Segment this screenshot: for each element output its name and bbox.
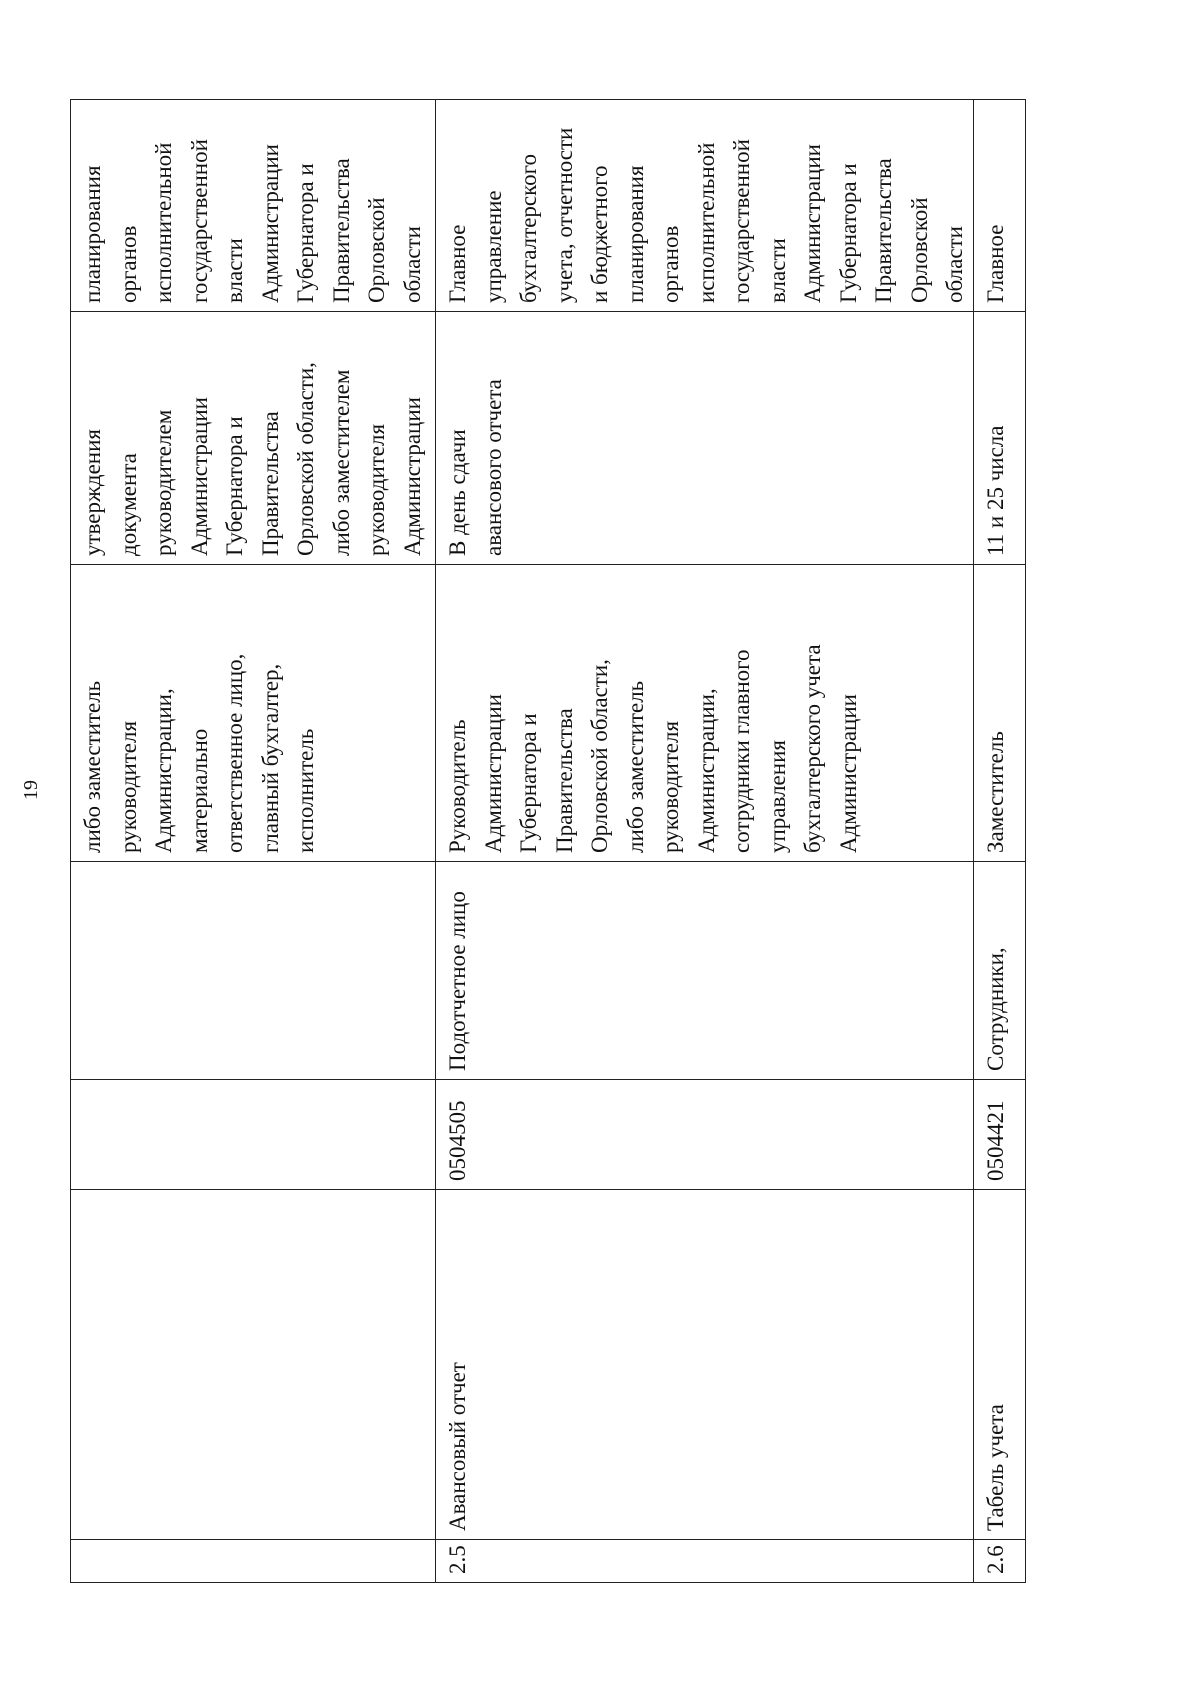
cell-document: Авансовый отчет xyxy=(436,1190,974,1540)
table-row xyxy=(973,100,1025,1583)
cell-deadline: В день сдачи авансового отчета xyxy=(436,312,974,565)
cell-number: 2.6 xyxy=(973,1540,1025,1583)
page-number: 19 xyxy=(20,780,42,800)
cell-deadline: 11 и 25 числа xyxy=(973,312,1025,565)
cell-creator: Сотрудники, xyxy=(973,862,1025,1080)
cell-recipient: Главное xyxy=(973,100,1025,312)
table-row xyxy=(71,100,436,1583)
cell-deadline: утверждения документа руководителем Администрации Губернатора и Правительства Орловской области, либо заместителем руководителя Администрации xyxy=(71,312,436,565)
cell-creator xyxy=(71,862,436,1080)
cell-document: Табель учета xyxy=(973,1190,1025,1540)
cell-document xyxy=(71,1190,436,1540)
cell-number xyxy=(71,1540,436,1583)
cell-creator: Подотчетное лицо xyxy=(436,862,974,1080)
cell-signer: либо заместитель руководителя Администрации, материально ответственное лицо, главный бухгалтер, исполнитель xyxy=(71,565,436,862)
cell-form-code xyxy=(71,1080,436,1190)
cell-signer: Заместитель xyxy=(973,565,1025,862)
table-row xyxy=(436,100,974,1583)
cell-recipient: планирования органов исполнительной государственной власти Администрации Губернатора и Правительства Орловской области xyxy=(71,100,436,312)
cell-recipient: Главное управление бухгалтерского учета, отчетности и бюджетного планирования органов исполнительной государственной власти Администрации Губернатора и Правительства Орловской области xyxy=(436,100,974,312)
document-flow-table xyxy=(70,99,1026,1583)
cell-form-code: 0504421 xyxy=(973,1080,1025,1190)
cell-form-code: 0504505 xyxy=(436,1080,974,1190)
cell-number: 2.5 xyxy=(436,1540,974,1583)
cell-signer: Руководитель Администрации Губернатора и Правительства Орловской области, либо заместитель руководителя Администрации, сотрудники главного управления бухгалтерского учета Администрации xyxy=(436,565,974,862)
document-table-rotated xyxy=(70,100,1022,1583)
